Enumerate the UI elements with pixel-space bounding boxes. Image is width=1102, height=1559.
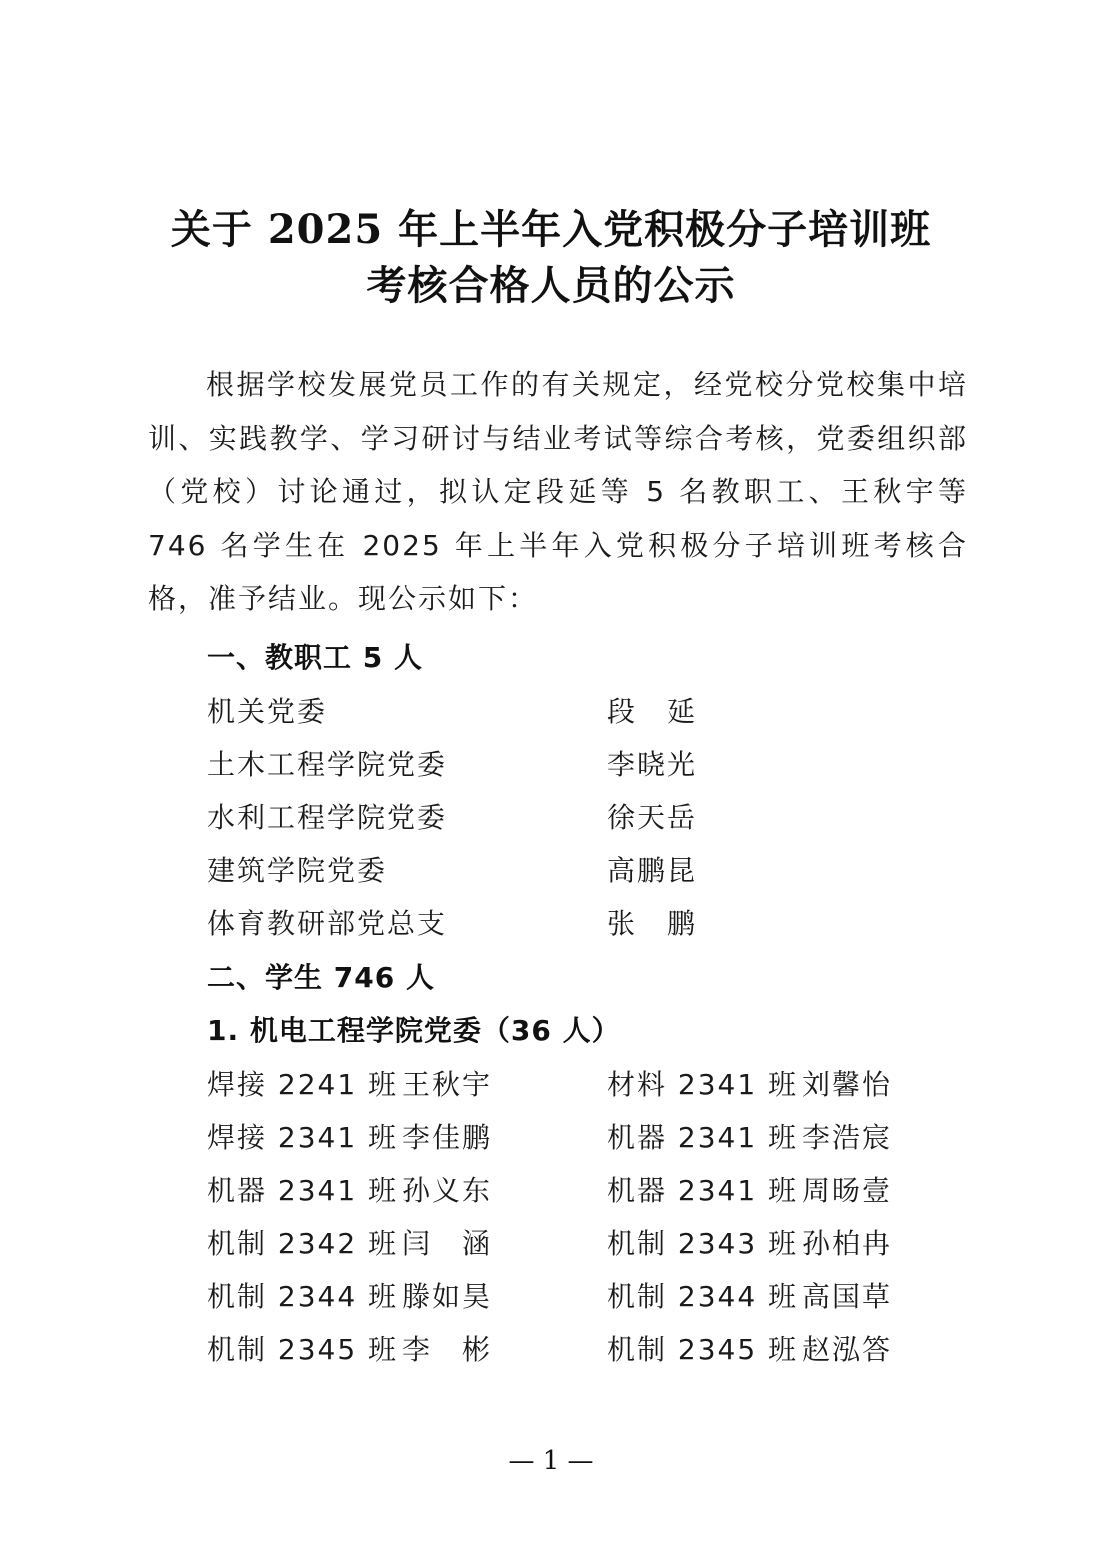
student-class: 机制 2343 班 — [607, 1227, 799, 1260]
section-2-heading: 二、学生 746 人 — [207, 961, 435, 994]
student-name: 刘馨怡 — [802, 1068, 893, 1101]
student-row-left — [207, 1169, 492, 1209]
student-class: 材料 2341 班 — [607, 1068, 799, 1101]
student-row-right — [607, 1328, 892, 1368]
student-class: 机制 2342 班 — [207, 1227, 399, 1260]
intro-paragraph: 根据学校发展党员工作的有关规定，经党校分党校集中培训、实践教学、学习研讨与结业考试等综合考核，党委组织部（党校）讨论通过，拟认定段延等 5 名教职工、王秋宇等 746 名学生在 2025 年上半年入党积极分子培训班考核合格，准予结业。现公示如下： — [148, 368, 968, 615]
student-name: 李 彬 — [402, 1333, 493, 1366]
student-class: 机器 2341 班 — [207, 1174, 399, 1207]
staff-name: 张 鹏 — [607, 907, 698, 940]
student-row-right — [607, 1116, 892, 1156]
student-row-right — [607, 1275, 892, 1315]
section-1-heading: 一、教职工 5 人 — [207, 641, 423, 674]
student-name: 李佳鹏 — [402, 1121, 493, 1154]
student-row-left — [207, 1116, 492, 1156]
student-class: 焊接 2241 班 — [207, 1068, 399, 1101]
student-name: 闫 涵 — [402, 1227, 493, 1260]
student-class: 机器 2341 班 — [607, 1174, 799, 1207]
student-row-right — [607, 1063, 892, 1103]
title-line-2: 考核合格人员的公示 — [366, 262, 736, 309]
staff-unit: 水利工程学院党委 — [207, 801, 448, 834]
student-name: 高国草 — [802, 1280, 893, 1313]
student-row-left — [207, 1222, 492, 1262]
student-row-left — [207, 1328, 492, 1368]
title-line-1: 关于 2025 年上半年入党积极分子培训班 — [170, 206, 932, 253]
staff-unit: 机关党委 — [207, 695, 328, 728]
student-row-left — [207, 1275, 492, 1315]
student-class: 机制 2345 班 — [607, 1333, 799, 1366]
student-name: 孙柏冉 — [802, 1227, 893, 1260]
student-row-right — [607, 1169, 892, 1209]
staff-unit: 建筑学院党委 — [207, 854, 388, 887]
staff-unit: 体育教研部党总支 — [207, 907, 448, 940]
staff-name: 段 延 — [607, 695, 698, 728]
staff-name: 高鹏昆 — [607, 854, 698, 887]
student-row-left — [207, 1063, 492, 1103]
page-number: — 1 — — [508, 1446, 594, 1476]
student-class: 机器 2341 班 — [607, 1121, 799, 1154]
student-class: 机制 2344 班 — [207, 1280, 399, 1313]
student-name: 李浩宸 — [802, 1121, 893, 1154]
student-class: 机制 2344 班 — [607, 1280, 799, 1313]
section-2-subheading: 1. 机电工程学院党委（36 人） — [207, 1014, 621, 1047]
student-row-right — [607, 1222, 892, 1262]
staff-name: 李晓光 — [607, 748, 698, 781]
student-class: 焊接 2341 班 — [207, 1121, 399, 1154]
student-name: 周旸壹 — [802, 1174, 893, 1207]
student-class: 机制 2345 班 — [207, 1333, 399, 1366]
student-name: 王秋宇 — [402, 1068, 493, 1101]
staff-unit: 土木工程学院党委 — [207, 748, 448, 781]
student-name: 赵泓答 — [802, 1333, 893, 1366]
student-name: 滕如昊 — [402, 1280, 493, 1313]
staff-name: 徐天岳 — [607, 801, 698, 834]
student-name: 孙义东 — [402, 1174, 493, 1207]
